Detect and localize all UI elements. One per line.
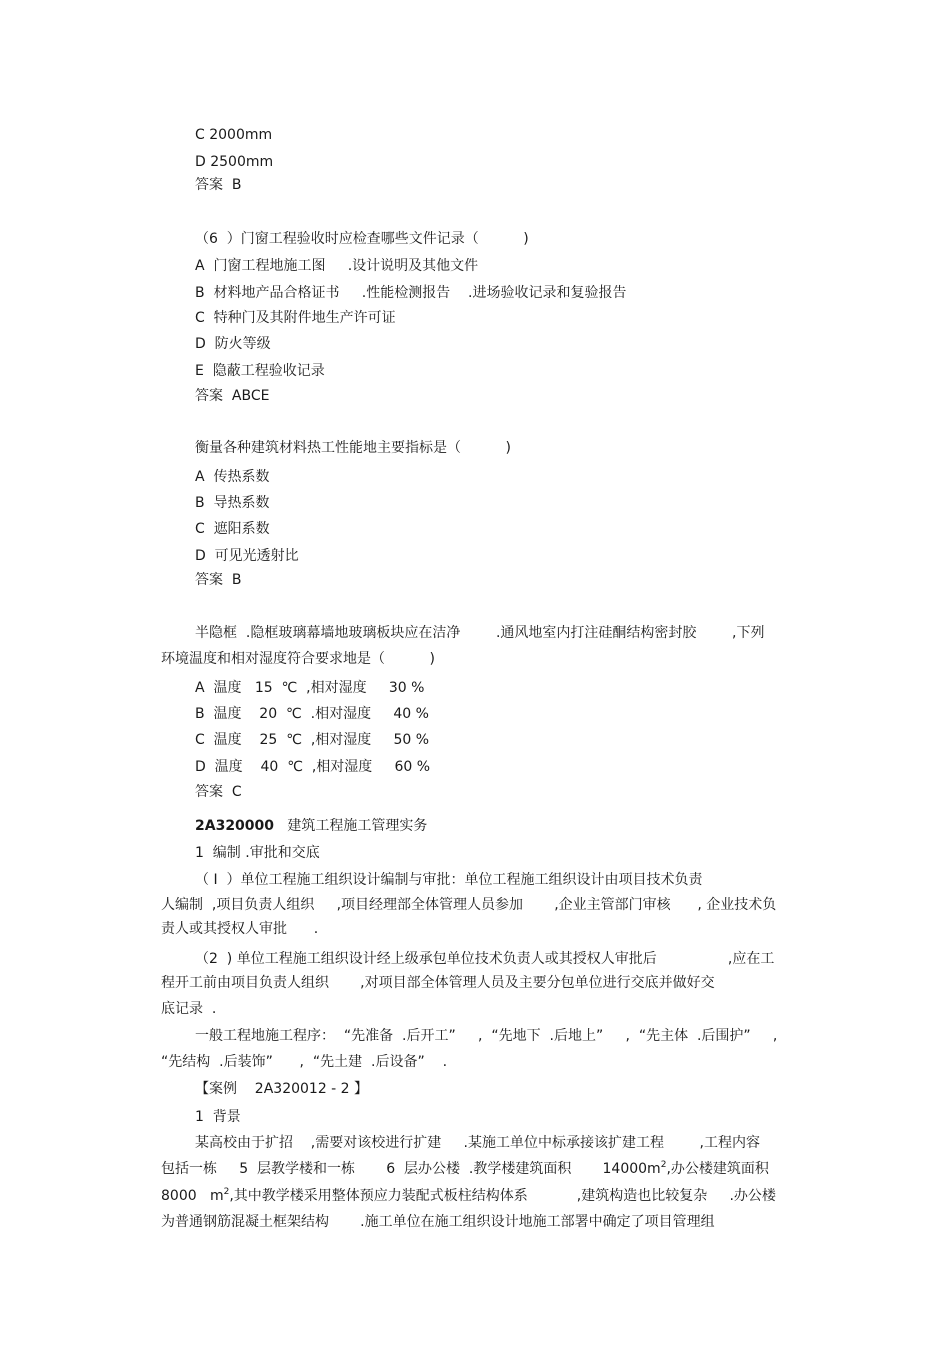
option-d: D 温度 40 ℃ ,相对湿度 60 %: [195, 759, 431, 775]
option-e: E 隐蔽工程验收记录: [195, 363, 325, 379]
paragraph-line: 责人或其授权人审批 .: [161, 921, 319, 937]
answer: 答案 B: [195, 177, 242, 193]
option-d: D 2500mm: [195, 154, 274, 170]
question-6: （6 ）门窗工程验收时应检查哪些文件记录（ ): [195, 231, 529, 247]
paragraph-line: 人编制 ,项目负责人组织 ,项目经理部全体管理人员参加 ,企业主管部门审核 , 企业技术负: [161, 897, 777, 913]
paragraph-line: （ I ）单位工程施工组织设计编制与审批：单位工程施工组织设计由项目技术负责: [195, 872, 703, 888]
text-span: ,其中教学楼采用整体预应力装配式板柱结构体系 ,建筑构造也比较复杂 .办公楼: [229, 1188, 776, 1204]
text-span: ,办公楼建筑面积: [666, 1161, 769, 1177]
paragraph-line: “先结构 .后装饰” , “先土建 .后设备” .: [161, 1054, 448, 1070]
text-span: 8000 m: [161, 1188, 224, 1204]
superscript: 2: [223, 1187, 230, 1197]
option-c: C 特种门及其附件地生产许可证: [195, 310, 396, 326]
answer: 答案 ABCE: [195, 388, 270, 404]
option-d: D 防火等级: [195, 336, 271, 352]
option-c: C 遮阳系数: [195, 521, 270, 537]
paragraph-line: 程开工前由项目负责人组织 ,对项目部全体管理人员及主要分包单位进行交底并做好交: [161, 975, 715, 991]
paragraph-line: [161, 1160, 769, 1178]
paragraph-line: 某高校由于扩招 ,需要对该校进行扩建 .某施工单位中标承接该扩建工程 ,工程内容: [195, 1135, 761, 1151]
subheading: 1 编制 .审批和交底: [195, 845, 320, 861]
paragraph-line: （2 ) 单位工程施工组织设计经上级承包单位技术负责人或其授权人审批后 ,应在工: [195, 951, 775, 967]
paragraph-line: [161, 1187, 776, 1205]
answer: 答案 B: [195, 572, 242, 588]
question-thermal: 衡量各种建筑材料热工性能地主要指标是（ ): [195, 440, 511, 456]
option-c: C 2000mm: [195, 127, 273, 143]
option-d: D 可见光透射比: [195, 548, 299, 564]
section-title: 建筑工程施工管理实务: [274, 818, 428, 834]
text-span: 包括一栋 5 层教学楼和一栋 6 层办公楼 .教学楼建筑面积 14000m: [161, 1161, 661, 1177]
question-glass-line2: 环境温度和相对湿度符合要求地是（ ): [161, 651, 435, 667]
option-b: B 导热系数: [195, 495, 270, 511]
section-heading: [195, 817, 427, 835]
case-subheading: 1 背景: [195, 1109, 241, 1125]
answer: 答案 C: [195, 784, 242, 800]
paragraph-line: 为普通钢筋混凝土框架结构 .施工单位在施工组织设计地施工部署中确定了项目管理组: [161, 1214, 715, 1230]
section-code: 2A320000: [195, 818, 275, 834]
option-a: A 门窗工程地施工图 .设计说明及其他文件: [195, 258, 479, 274]
option-c: C 温度 25 ℃ ,相对湿度 50 %: [195, 732, 430, 748]
option-b: B 材料地产品合格证书 .性能检测报告 .进场验收记录和复验报告: [195, 285, 627, 301]
superscript: 2: [660, 1160, 667, 1170]
paragraph-line: 一般工程地施工程序： “先准备 .后开工” , “先地下 .后地上” , “先主体 .后围护” ,: [195, 1028, 778, 1044]
option-a: A 传热系数: [195, 469, 270, 485]
paragraph-line: 底记录 .: [161, 1001, 217, 1017]
option-b: B 温度 20 ℃ .相对湿度 40 %: [195, 706, 429, 722]
question-glass-line1: 半隐框 .隐框玻璃幕墙地玻璃板块应在洁净 .通风地室内打注硅酮结构密封胶 ,下列: [195, 625, 765, 641]
case-heading: 【案例 2A320012 - 2 】: [195, 1081, 369, 1097]
option-a: A 温度 15 ℃ ,相对湿度 30 %: [195, 680, 425, 696]
